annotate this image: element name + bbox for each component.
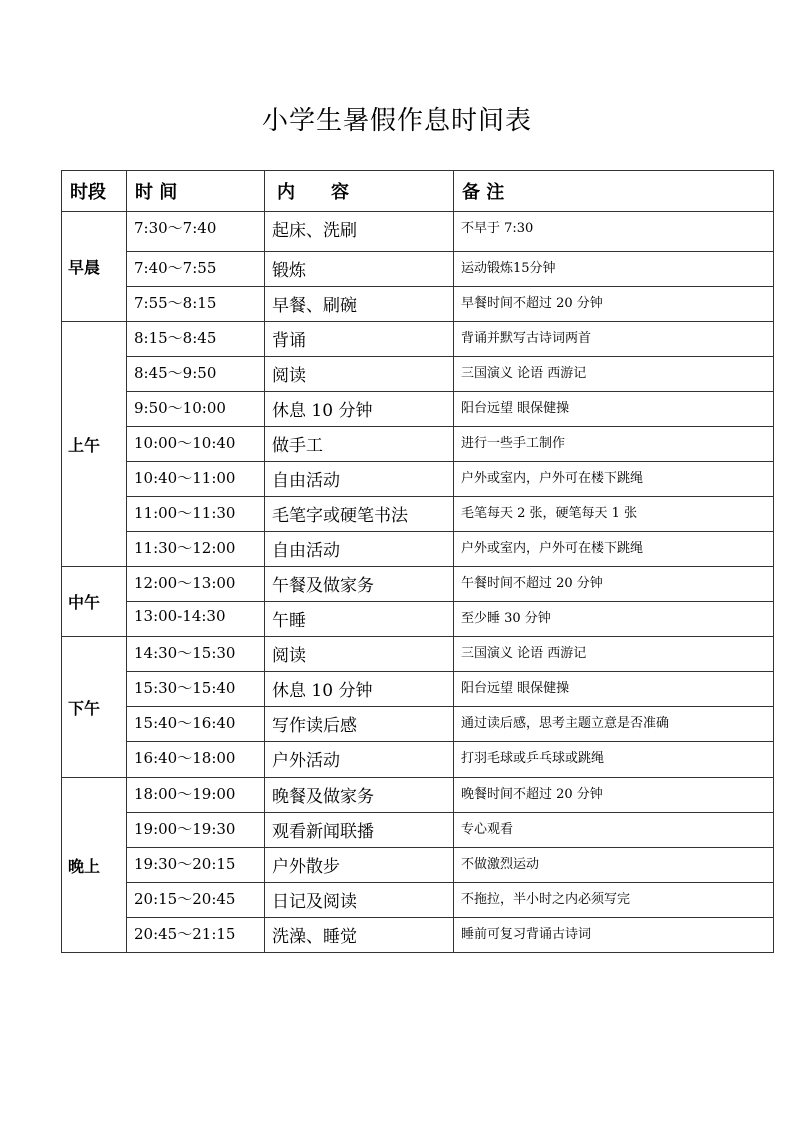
header-time: 时 间 [127, 171, 265, 212]
content-cell: 阅读 [265, 637, 454, 672]
table-row [62, 883, 774, 918]
time-cell: 20:15～20:45 [127, 883, 265, 918]
table-row [62, 918, 774, 953]
time-cell: 19:00～19:30 [127, 813, 265, 848]
note-cell: 早餐时间不超过 20 分钟 [454, 287, 774, 322]
note-cell: 户外或室内，户外可在楼下跳绳 [454, 532, 774, 567]
time-cell: 15:30～15:40 [127, 672, 265, 707]
table-row [62, 848, 774, 883]
table-row [62, 252, 774, 287]
table-row [62, 742, 774, 778]
content-cell: 休息 10 分钟 [265, 672, 454, 707]
time-cell: 8:15～8:45 [127, 322, 265, 357]
note-cell: 不做激烈运动 [454, 848, 774, 883]
note-cell: 阳台远望 眼保健操 [454, 672, 774, 707]
note-cell: 阳台远望 眼保健操 [454, 392, 774, 427]
note-cell: 专心观看 [454, 813, 774, 848]
content-cell: 休息 10 分钟 [265, 392, 454, 427]
table-row [62, 532, 774, 567]
note-cell: 运动锻炼15分钟 [454, 252, 774, 287]
table-row [62, 392, 774, 427]
note-cell: 通过读后感，思考主题立意是否准确 [454, 707, 774, 742]
note-cell: 三国演义 论语 西游记 [454, 357, 774, 392]
note-cell: 背诵并默写古诗词两首 [454, 322, 774, 357]
time-cell: 11:30～12:00 [127, 532, 265, 567]
table-row [62, 322, 774, 357]
time-cell: 12:00～13:00 [127, 567, 265, 602]
table-row [62, 462, 774, 497]
header-row [62, 171, 774, 212]
table-row [62, 707, 774, 742]
period-cell: 早晨 [62, 212, 127, 322]
content-cell: 洗澡、睡觉 [265, 918, 454, 953]
time-cell: 7:40～7:55 [127, 252, 265, 287]
header-content: 内 容 [265, 171, 454, 212]
time-cell: 7:30～7:40 [127, 212, 265, 252]
content-cell: 户外活动 [265, 742, 454, 778]
content-cell: 早餐、刷碗 [265, 287, 454, 322]
content-cell: 阅读 [265, 357, 454, 392]
content-cell: 午睡 [265, 602, 454, 637]
time-cell: 10:40～11:00 [127, 462, 265, 497]
table-row [62, 567, 774, 602]
content-cell: 午餐及做家务 [265, 567, 454, 602]
content-cell: 锻炼 [265, 252, 454, 287]
table-row [62, 672, 774, 707]
time-cell: 19:30～20:15 [127, 848, 265, 883]
note-cell: 进行一些手工制作 [454, 427, 774, 462]
note-cell: 三国演义 论语 西游记 [454, 637, 774, 672]
note-cell: 晚餐时间不超过 20 分钟 [454, 778, 774, 813]
content-cell: 日记及阅读 [265, 883, 454, 918]
table-row [62, 497, 774, 532]
period-cell: 上午 [62, 322, 127, 567]
content-cell: 自由活动 [265, 532, 454, 567]
note-cell: 打羽毛球或乒乓球或跳绳 [454, 742, 774, 778]
time-cell: 9:50～10:00 [127, 392, 265, 427]
time-cell: 10:00～10:40 [127, 427, 265, 462]
table-row [62, 287, 774, 322]
note-cell: 至少睡 30 分钟 [454, 602, 774, 637]
note-cell: 不早于 7:30 [454, 212, 774, 252]
content-cell: 做手工 [265, 427, 454, 462]
schedule-table [61, 170, 774, 953]
content-cell: 毛笔字或硬笔书法 [265, 497, 454, 532]
content-cell: 背诵 [265, 322, 454, 357]
note-cell: 不拖拉，半小时之内必须写完 [454, 883, 774, 918]
time-cell: 13:00-14:30 [127, 602, 265, 637]
table-row [62, 357, 774, 392]
time-cell: 20:45～21:15 [127, 918, 265, 953]
content-cell: 晚餐及做家务 [265, 778, 454, 813]
note-cell: 午餐时间不超过 20 分钟 [454, 567, 774, 602]
time-cell: 11:00～11:30 [127, 497, 265, 532]
note-cell: 睡前可复习背诵古诗词 [454, 918, 774, 953]
period-cell: 晚上 [62, 778, 127, 953]
table-row [62, 212, 774, 252]
time-cell: 15:40～16:40 [127, 707, 265, 742]
table-row [62, 637, 774, 672]
time-cell: 18:00～19:00 [127, 778, 265, 813]
table-row [62, 778, 774, 813]
period-cell: 下午 [62, 637, 127, 778]
period-cell: 中午 [62, 567, 127, 637]
table-row [62, 813, 774, 848]
table-row [62, 427, 774, 462]
content-cell: 写作读后感 [265, 707, 454, 742]
header-period: 时段 [62, 171, 127, 212]
header-note: 备 注 [454, 171, 774, 212]
note-cell: 户外或室内，户外可在楼下跳绳 [454, 462, 774, 497]
note-cell: 毛笔每天 2 张，硬笔每天 1 张 [454, 497, 774, 532]
content-cell: 起床、洗刷 [265, 212, 454, 252]
time-cell: 7:55～8:15 [127, 287, 265, 322]
page-title: 小学生暑假作息时间表 [261, 106, 532, 136]
time-cell: 16:40～18:00 [127, 742, 265, 778]
content-cell: 自由活动 [265, 462, 454, 497]
content-cell: 观看新闻联播 [265, 813, 454, 848]
time-cell: 8:45～9:50 [127, 357, 265, 392]
table-row [62, 602, 774, 637]
content-cell: 户外散步 [265, 848, 454, 883]
time-cell: 14:30～15:30 [127, 637, 265, 672]
